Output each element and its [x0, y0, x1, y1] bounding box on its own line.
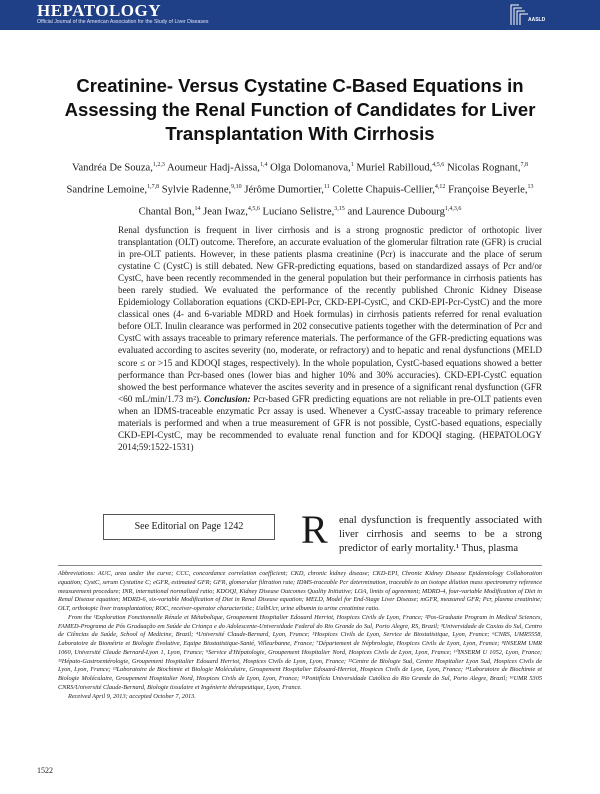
abstract-citation: (HEPATOLOGY 2014;59:1522-1531) — [118, 429, 542, 452]
author-name: Luciano Selistre, — [262, 206, 335, 218]
abstract-conclusion-label: Conclusion: — [204, 393, 251, 404]
author-name: and Laurence Dubourg — [347, 206, 445, 218]
intro-dropcap: R — [301, 507, 328, 552]
author-name: Aoumeur Hadj-Aissa, — [166, 162, 260, 174]
author-name: Colette Chapuis-Cellier, — [332, 184, 435, 196]
page-number: 1522 — [37, 766, 53, 775]
author-affiliation-mark: 13 — [527, 184, 534, 191]
author-list — [58, 156, 542, 222]
abstract — [118, 224, 542, 453]
author-affiliation-mark: 9,10 — [231, 184, 242, 191]
intro-text: enal dysfunction is frequently associated with liver cirrhosis and seems to be a strong predictor of early mortality.¹ Thus, plasma — [339, 515, 542, 555]
author-name: Jean Iwaz, — [203, 206, 248, 218]
author-affiliation-mark: 1,4,3,6 — [444, 206, 462, 213]
aasld-logo-text: AASLD — [528, 17, 546, 23]
author-affiliation-mark: 1,2,3 — [152, 162, 165, 168]
footnotes — [58, 570, 542, 701]
author-name: Vandréa De Souza, — [71, 162, 153, 174]
author-name: Nicolas Rognant, — [446, 162, 521, 174]
author-name: Sylvie Radenne, — [161, 184, 232, 196]
author-affiliation-mark: 1,7,8 — [147, 184, 160, 191]
affiliations-footnote: From the ¹Exploration Fonctionnelle Rénale et Métabolique, Groupement Hospitalier Edouard Herriot, Hospices Civils de Lyon, France; ²Pos-Graduate Program in Medical Sciences, FAMED-Programa de Pós Graduação em Saúde da Criança e do Adolescente-Universidade Federal do Rio Grande do Sul, Porto Alegre, RS, Brazil; ³Universidade de Caxias do Sul, Centro de Ciências da Saúde, School of Medicine, Brazil; ⁴Université Claude-Bernard, Lyon, France; ⁵Hospices Civils de Lyon, Service de Biostatistique, Lyon, France; ⁶CNRS, UMR5558, Laboratoire de Biométrie et Biologie Évolutive, Equipe Biostatistique-Santé, Villeurbanne, France; ⁷Département de Néphrologie, Hospices Civils de Lyon, Lyon, France; ⁸INSERM UMR 1060, Université Claude Bernard-Lyon 1, Lyon, France; ⁹Service d'Hépatologie, Groupement Hospitalier Nord, Hospices Civils de Lyon, Lyon, France; ¹⁰INSERM U 1052, Lyon, France; ¹¹Hépato-Gastroentérologie, Groupement Hospitalier Edouard Herriot, Hospices Civils de Lyon, Lyon, France; ¹²Centre de Biologie Sud, Centre Hospitalier Lyon Sud, Hospices Civils de Lyon, Lyon, France; ¹³Laboratoire de Biochimie et Biologie Moléculaire, Groupement Hospitalier Edouard-Herriot, Hospices Civils de Lyon, Lyon, France; ¹⁴Laboratoire de Biochimie et Biologie Moléculaire, Groupement Hospitalier Nord, Hospices Civils de Lyon, Lyon, France; ¹⁵Pontifícia Universidade Católica do Rio Grande do Sul, Porto Alegre, Brazil; ¹⁶UMR 5305 CNRS/Université Claude-Bernard, Biologie tissulaire et Ingénierie thérapeutique, Lyon, France. — [58, 613, 542, 691]
journal-name: HEPATOLOGY — [37, 1, 162, 20]
abbreviations-footnote: Abbreviations: AUC, area under the curve; CCC, concordance correlation coefficient; CKD, chronic kidney disease; CKD-EPI, Chronic Kidney Disease Epidemiology Collaboration equation; CystC, serum Cystatine C; eGFR, estimated GFR; GFR, glomerular filtration rate; IDMS-traceable Pcr determination, traceable to an isotope dilution mass spectrometry reference measurement procedure; INR, international normalized ratio; KDOQI, Kidney Disease Outcomes Quality Initiative; LOA, limits of agreement; MDRD-4, four-variable Modification of Diet in Renal Disease equation; MDRD-6, six-variable Modification of Diet in Renal Disease equation; MELD, Model for End-Stage Liver Disease; mGFR, measured GFR; Pcr, plasma creatinine; OLT, orthotopic liver transplantation; ROC, receiver-operator characteristic; UalbUcr, urine albumin to urine creatinine ratio. — [58, 570, 542, 612]
author-name: Sandrine Lemoine, — [66, 184, 148, 196]
author-affiliation-mark: 4,5,6 — [247, 206, 260, 213]
footnote-divider — [58, 565, 542, 566]
author-affiliation-mark: 1 — [350, 162, 354, 168]
author-affiliation-mark: 14 — [194, 206, 201, 213]
author-affiliation-mark: 7,8 — [520, 162, 529, 168]
author-affiliation-mark: 4,12 — [434, 184, 446, 191]
abstract-body: Renal dysfunction is frequent in liver cirrhosis and is a strong prognostic predictor of orthotopic liver transplantation (OLT) outcome. Therefore, an accurate evaluation of the glomerular filtration rate (GFR) is crucial in pre-OLT patients. However, in these patients plasma creatinine (Pcr) is inaccurate and the place of serum cystatine C (CystC) is still debated. New GFR-predicting equations, based on standardized assays of Pcr and/or CystC, have been recently recommended in the general population but their performance in cirrhosis patients has been rarely studied. We evaluated the performance of the recently published Chronic Kidney Disease Epidemiology Collaboration equations (CKD-EPI-Pcr, CKD-EPI-CystC, and CKD-EPI-Pcr-CystC) and the more classical ones (4- and 6-variable MDRD and Hoek formulas) in cirrhosis patients referred for renal evaluation before OLT. Inulin clearance was performed in 202 consecutive patients together with the determination of Pcr and CystC with assays traceable to primary reference materials. The performance of the GFR-predicting equations was evaluated according to ascites severity (no, moderate, or refractory) and to hepatic and renal dysfunctions (MELD score ≤ or >15 and KDOQI stages, respectively). In the whole population, CystC-based equations showed a better performance than Pcr-based ones (lower bias and higher 10% and 30% accuracies). CKD-EPI-CystC equation showed the best performance whatever the ascites severity and in presence of a significant renal dysfunction (GFR <60 mL/min/1.73 m²). — [118, 225, 542, 404]
journal-subtitle: Official Journal of the American Association for the Study of Liver Diseases — [37, 19, 209, 25]
editorial-link-box[interactable]: See Editorial on Page 1242 — [103, 514, 275, 540]
author-name: Muriel Rabilloud, — [356, 162, 433, 174]
author-name: Olga Dolomanova, — [270, 162, 351, 174]
author-affiliation-mark: 3,15 — [334, 206, 345, 213]
author-affiliation-mark: 1,4 — [259, 162, 268, 168]
received-date: Received April 9, 2013; accepted October 7, 2013. — [68, 692, 196, 700]
abstract-conclusion: Pcr-based GFR predicting equations are not reliable in pre-OLT patients even when an IDMS-traceable enzymatic Pcr assay is used. Whenever a CystC-assay traceable to primary reference materials is performed and when a true measurement of GFR is not possible, CystC-based equations, especially CKD-EPI-CystC, may be recommended to evaluate renal function and for KDOQI staging. — [118, 393, 543, 440]
author-name: Chantal Bon, — [138, 206, 195, 218]
author-affiliation-mark: 4,5,6 — [432, 162, 445, 168]
author-name: Jérôme Dumortier, — [244, 184, 324, 196]
journal-header-bar — [0, 0, 600, 30]
article-title: Creatinine- Versus Cystatine C-Based Equations in Assessing the Renal Function of Candidates for Liver Transplantation With Cirrhosis — [64, 75, 536, 144]
aasld-logo-icon — [509, 2, 555, 27]
author-affiliation-mark: 11 — [323, 184, 330, 191]
author-name: Françoise Beyerle, — [448, 184, 528, 196]
